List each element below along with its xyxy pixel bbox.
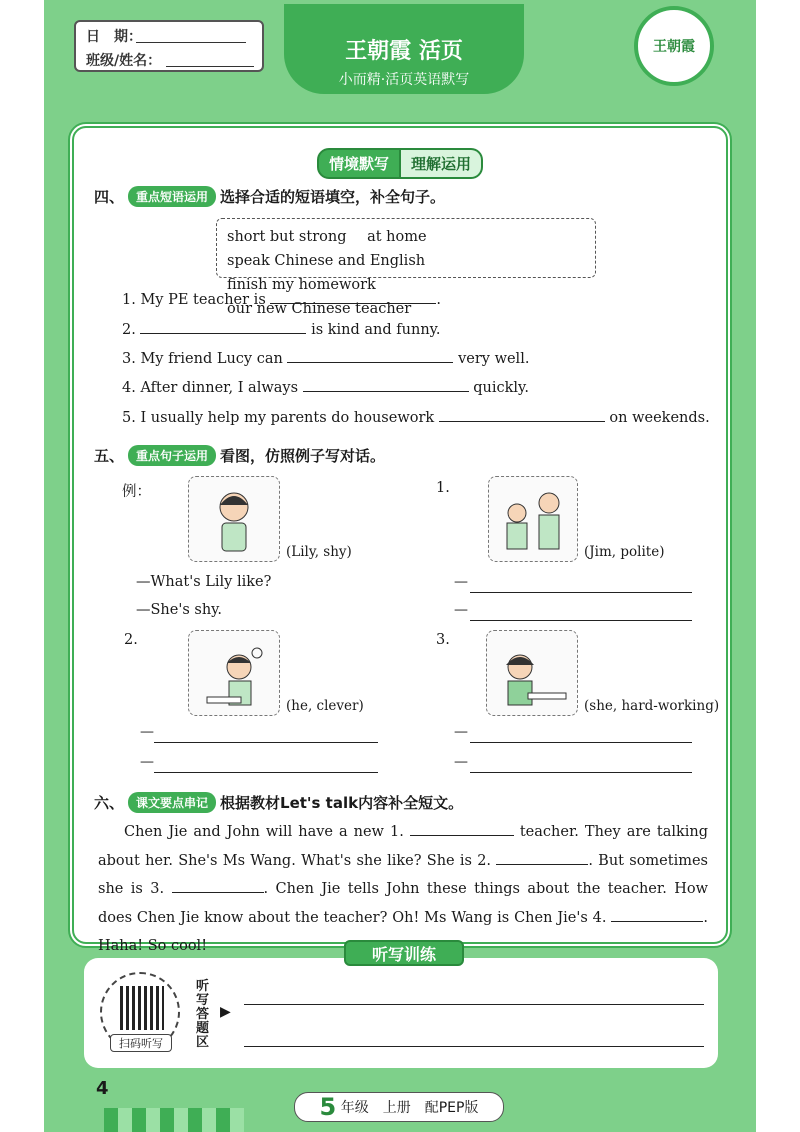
- example-question: —What's Lily like?: [136, 574, 272, 590]
- page-number: 4: [96, 1078, 109, 1099]
- q4-item-3: [122, 349, 529, 367]
- q4-item-text: 1. My PE teacher is: [122, 292, 266, 308]
- passage-text: . But sometimes she is 3.: [98, 852, 708, 897]
- q4-item-text: 5. I usually help my parents do housework: [122, 410, 435, 426]
- q6-tag: 课文要点串记: [128, 792, 216, 813]
- brand-subtitle: 小而精·活页英语默写: [338, 72, 470, 88]
- example-label: 例：: [122, 484, 151, 500]
- item3-picture-girl: [486, 630, 578, 716]
- word-bank-item: speak Chinese and English: [227, 253, 426, 269]
- shy-girl-icon: [204, 487, 264, 561]
- q6-number: 六、: [94, 794, 125, 812]
- q5-number: 五、: [94, 447, 125, 465]
- item2-caption: (he, clever): [286, 698, 364, 714]
- q5-instruction: 看图，仿照例子写对话。: [220, 447, 386, 465]
- dash: —: [140, 754, 154, 770]
- item2-picture-boy: [188, 630, 280, 716]
- example-caption: (Lily, shy): [286, 544, 352, 560]
- q4-tag: 重点短语运用: [128, 186, 216, 207]
- answer-blank[interactable]: [410, 822, 514, 836]
- dictation-line[interactable]: [244, 1004, 704, 1005]
- clever-boy-icon: [199, 645, 269, 715]
- grade-number: 5: [319, 1093, 337, 1121]
- name-date-box: [74, 20, 264, 72]
- q4-item-5: [122, 408, 710, 426]
- q4-item-1: [122, 290, 441, 308]
- item3-number: 3.: [436, 632, 450, 648]
- q4-item-2: [122, 320, 441, 338]
- word-bank-item: our new Chinese teacher: [227, 301, 412, 317]
- item1-caption: (Jim, polite): [584, 544, 665, 560]
- passage-text: Chen Jie and John will have a new 1.: [124, 824, 404, 840]
- section-banner: [44, 148, 756, 179]
- answer-blank[interactable]: [496, 851, 588, 865]
- q4-item-text: quickly.: [473, 380, 529, 396]
- answer-line[interactable]: [470, 620, 692, 621]
- hard-working-girl-icon: [492, 645, 572, 715]
- answer-line[interactable]: [470, 742, 692, 743]
- decorative-stripes: [104, 1108, 244, 1132]
- dictation-line[interactable]: [244, 1046, 704, 1047]
- grade-text: 年级 上册 配PEP版: [340, 1100, 479, 1116]
- answer-line[interactable]: [470, 592, 692, 593]
- dash: —: [454, 754, 468, 770]
- q4-item-4: [122, 378, 529, 396]
- q4-item-text: 3. My friend Lucy can: [122, 351, 283, 367]
- q4-item-text: very well.: [458, 351, 530, 367]
- workbook-page: [44, 0, 756, 1132]
- class-name-label: 班级/姓名：: [86, 53, 162, 69]
- answer-line[interactable]: [154, 742, 378, 743]
- q4-item-text: on weekends.: [609, 410, 710, 426]
- q5-heading: [94, 445, 385, 466]
- word-bank-item: at home: [367, 229, 427, 245]
- date-label: 日 期：: [86, 29, 142, 45]
- polite-boy-icon: [493, 487, 573, 561]
- section-banner-left: 情境默写: [317, 148, 401, 179]
- answer-blank[interactable]: [270, 290, 436, 304]
- q4-number: 四、: [94, 188, 125, 206]
- dash: —: [140, 724, 154, 740]
- word-bank-item: finish my homework: [227, 277, 376, 293]
- example-answer: —She's shy.: [136, 602, 223, 618]
- brand-banner: [284, 4, 524, 94]
- qr-code-icon: [120, 986, 164, 1030]
- item1-picture-boys: [488, 476, 578, 562]
- grade-footer: [294, 1092, 504, 1122]
- answer-blank[interactable]: [439, 408, 605, 422]
- q4-item-text: .: [436, 292, 441, 308]
- dash: —: [454, 724, 468, 740]
- item2-number: 2.: [124, 632, 138, 648]
- answer-line[interactable]: [470, 772, 692, 773]
- q6-heading: [94, 792, 463, 813]
- q5-tag: 重点句子运用: [128, 445, 216, 466]
- passage-text: teacher. They are talking about her. She's Ms Wang. What's she like? She is 2.: [98, 824, 709, 869]
- answer-blank[interactable]: [172, 879, 264, 893]
- word-bank-item: short but strong: [227, 229, 347, 245]
- dictation-side-label: 听写答题区: [196, 979, 210, 1050]
- q4-instruction: 选择合适的短语填空，补全句子。: [220, 188, 446, 206]
- brand-title: 王朝霞 活页: [345, 39, 463, 64]
- q4-item-text: 2.: [122, 322, 136, 338]
- dash: —: [454, 574, 468, 590]
- answer-blank[interactable]: [287, 349, 453, 363]
- passage-text: . Haha! So cool!: [98, 909, 708, 954]
- brand-seal-logo: 王朝霞: [634, 6, 714, 86]
- qr-label: 扫码听写: [110, 1034, 172, 1052]
- answer-blank[interactable]: [140, 320, 306, 334]
- item1-number: 1.: [436, 480, 450, 496]
- word-bank: [216, 218, 596, 317]
- q6-instruction: 根据教材Let's talk内容补全短文。: [220, 794, 464, 812]
- passage-text: . Chen Jie tells John these things about the teacher. How does Chen Jie know about the teacher? Oh! Ms Wang is Chen Jie's 4.: [98, 881, 709, 926]
- q4-heading: [94, 186, 445, 207]
- q4-item-text: is kind and funny.: [311, 322, 441, 338]
- section-banner-right: 理解运用: [401, 148, 483, 179]
- answer-line[interactable]: [154, 772, 378, 773]
- answer-blank[interactable]: [303, 378, 469, 392]
- arrow-right-icon: ▶: [220, 1004, 231, 1020]
- item3-caption: (she, hard-working): [584, 698, 720, 714]
- example-picture-girl: [188, 476, 280, 562]
- dash: —: [454, 602, 468, 618]
- dictation-title: 听写训练: [344, 940, 464, 966]
- q4-item-text: 4. After dinner, I always: [122, 380, 299, 396]
- answer-blank[interactable]: [611, 908, 703, 922]
